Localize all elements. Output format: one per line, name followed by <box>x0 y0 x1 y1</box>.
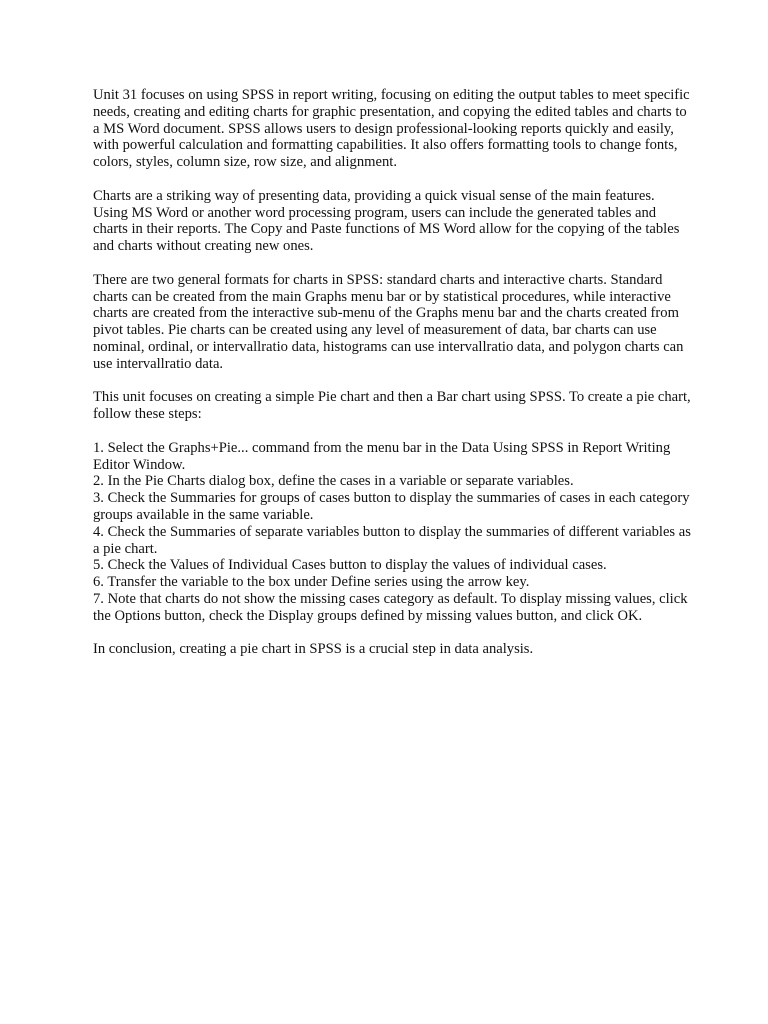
step-item: 1. Select the Graphs+Pie... command from the menu bar in the Data Using SPSS in Report Writing Editor Window. <box>93 439 671 473</box>
intro-paragraph: Unit 31 focuses on using SPSS in report writing, focusing on editing the output tables to meet specific needs, creating and editing charts for graphic presentation, and copying the edited tables and charts to a MS Word document. SPSS allows users to design professional-looking reports quickly and easily, with powerful calculation and formatting capabilities. It also offers formatting tools to change fonts, colors, styles, column size, row size, and alignment. <box>93 87 690 171</box>
step-item: 2. In the Pie Charts dialog box, define the cases in a variable or separate variables. <box>93 473 574 490</box>
chart-formats-paragraph: There are two general formats for charts in SPSS: standard charts and interactive charts. Standard charts can be created from the main Graphs menu bar or by statistical procedures, while interactive charts are created from the interactive sub-menu of the Graphs menu bar and the charts created from pivot tables. Pie charts can be created using any level of measurement of data, bar charts can use nominal, ordinal, or intervallratio data, histograms can use intervallratio data, and polygon charts can use intervallratio data. <box>93 271 684 372</box>
step-item: 4. Check the Summaries of separate variables button to display the summaries of different variables as a pie chart. <box>93 523 691 557</box>
document-page <box>93 87 693 675</box>
step-item: 5. Check the Values of Individual Cases button to display the values of individual cases. <box>93 557 607 574</box>
conclusion-paragraph: In conclusion, creating a pie chart in SPSS is a crucial step in data analysis. <box>93 641 534 658</box>
steps-list <box>93 440 693 625</box>
step-item: 7. Note that charts do not show the missing cases category as default. To display missing values, click the Options button, check the Display groups defined by missing values button, and click OK. <box>93 590 688 624</box>
step-item: 6. Transfer the variable to the box under Define series using the arrow key. <box>93 574 530 591</box>
charts-paragraph: Charts are a striking way of presenting data, providing a quick visual sense of the main features. Using MS Word or another word processing program, users can include the generated tables and charts in their reports. The Copy and Paste functions of MS Word allow for the copying of the tables and charts without creating new ones. <box>93 187 680 255</box>
step-item: 3. Check the Summaries for groups of cases button to display the summaries of cases in each category groups available in the same variable. <box>93 490 690 523</box>
steps-intro-paragraph: This unit focuses on creating a simple Pie chart and then a Bar chart using SPSS. To create a pie chart, follow these steps: <box>93 389 691 423</box>
